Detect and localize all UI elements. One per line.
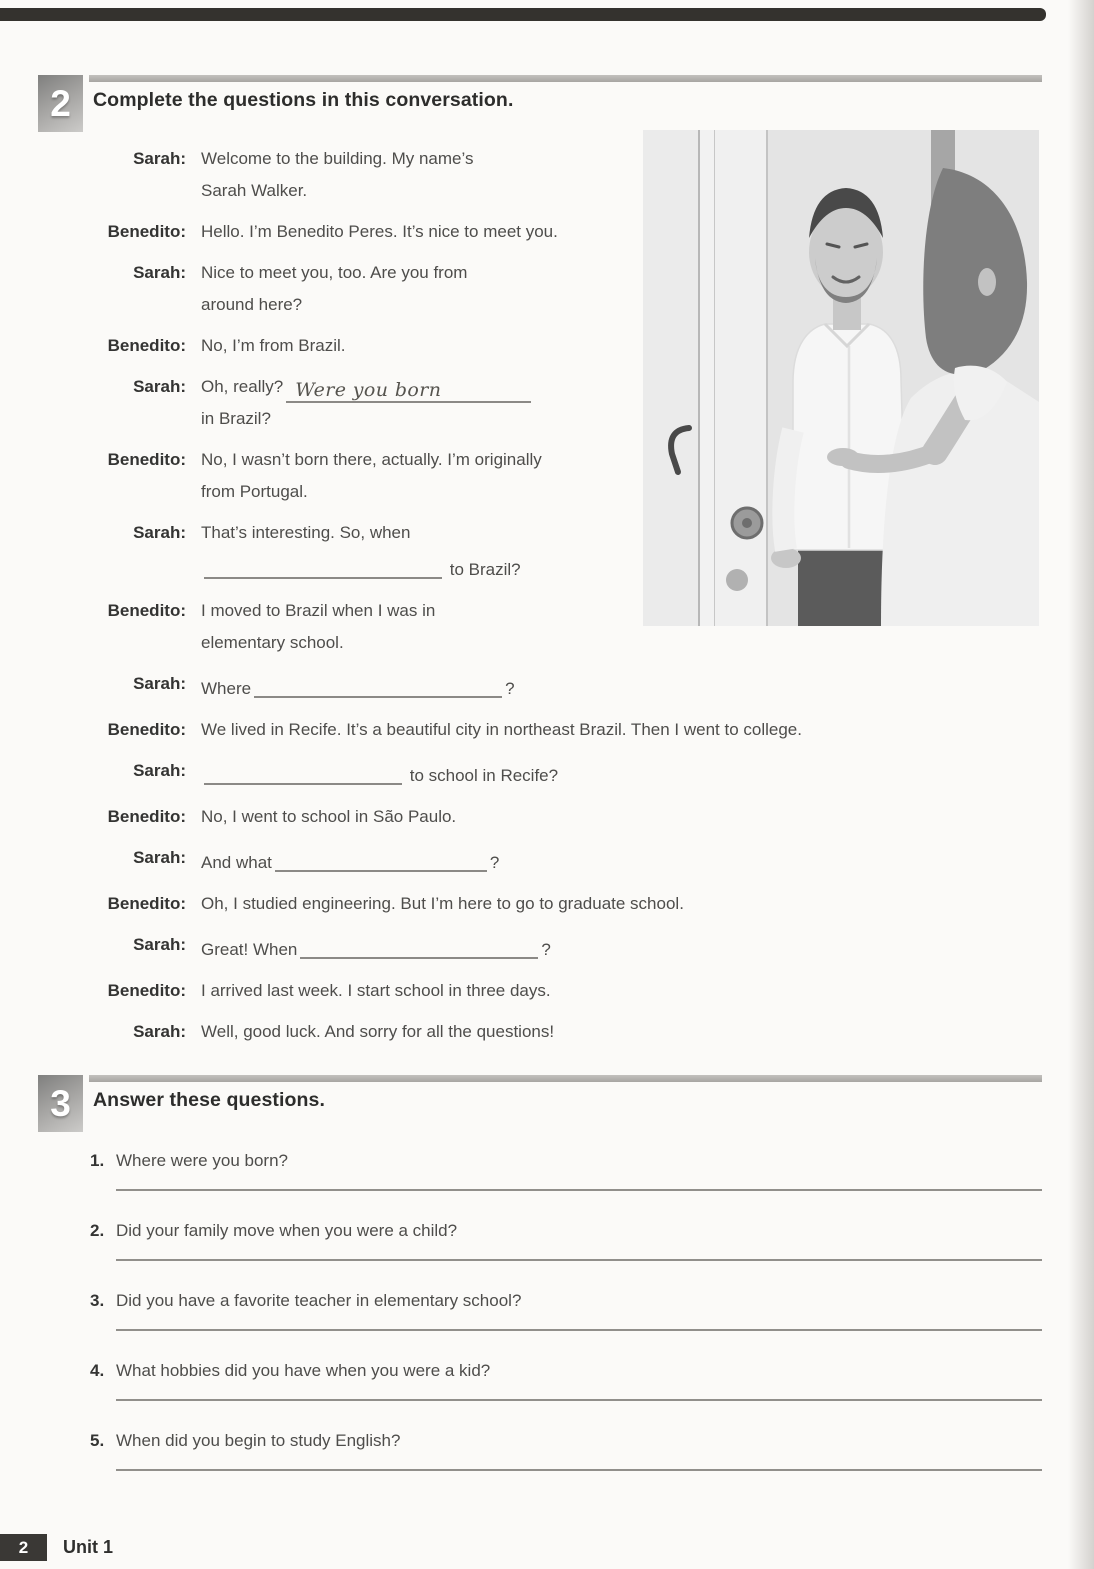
dialogue-line <box>201 929 1044 966</box>
dialogue-text: in Brazil? <box>201 409 271 428</box>
dialogue-text: around here? <box>201 295 303 314</box>
questions-list <box>90 1145 1044 1471</box>
conversation-photo <box>643 130 1039 626</box>
exercise-2-header <box>38 75 1044 133</box>
fill-in-blank[interactable] <box>254 672 502 698</box>
speaker-label: Benedito: <box>107 720 186 739</box>
dialogue-text: And what <box>201 853 272 872</box>
question-number: 3. <box>90 1291 105 1310</box>
question-text: Did you have a favorite teacher in elementary school? <box>116 1291 522 1310</box>
dialogue-text: That’s interesting. So, when <box>201 523 411 542</box>
dialogue-line <box>201 755 1044 792</box>
dialogue-text: Sarah Walker. <box>201 181 308 200</box>
dialogue-turn <box>38 668 1044 705</box>
question-row <box>90 1145 1044 1177</box>
question-text: When did you begin to study English? <box>116 1431 401 1450</box>
dialogue-line <box>201 1016 1044 1048</box>
speaker-label: Benedito: <box>107 222 186 241</box>
fill-in-blank[interactable] <box>286 377 531 403</box>
dialogue-text: Nice to meet you, too. Are you from <box>201 263 468 282</box>
speaker-label: Sarah: <box>133 523 186 542</box>
dialogue-text: Great! When <box>201 940 298 959</box>
question-number: 2. <box>90 1221 105 1240</box>
question-text: Where were you born? <box>116 1151 288 1170</box>
dialogue-line <box>201 801 1044 833</box>
dialogue-text: elementary school. <box>201 633 344 652</box>
question-row <box>90 1215 1044 1247</box>
speaker-label: Benedito: <box>107 981 186 1000</box>
dialogue-turn <box>38 842 1044 879</box>
dialogue-turn <box>38 929 1044 966</box>
question-text: What hobbies did you have when you were a kid? <box>116 1361 491 1380</box>
dialogue-text: Hello. I’m Benedito Peres. It’s nice to meet you. <box>201 222 558 241</box>
header-rule <box>89 75 1042 82</box>
dialogue-text: Welcome to the building. My name’s <box>201 149 474 168</box>
speaker-label: Benedito: <box>107 336 186 355</box>
dialogue-line <box>201 627 1044 659</box>
dialogue-line <box>201 842 1044 879</box>
dialogue-turn-lines <box>201 929 1044 966</box>
question-text: Did your family move when you were a child? <box>116 1221 458 1240</box>
question-row <box>90 1355 1044 1387</box>
question-row <box>90 1425 1044 1457</box>
question-item <box>90 1145 1044 1191</box>
dialogue-text: Oh, really? <box>201 377 284 396</box>
question-item <box>90 1355 1044 1401</box>
exercise-3-header <box>38 1075 1044 1133</box>
dialogue-turn-lines <box>201 714 1044 746</box>
speaker-label: Sarah: <box>133 848 186 867</box>
answer-line[interactable] <box>116 1259 1042 1261</box>
page-top-rule <box>0 8 1046 21</box>
dialogue-text: ? <box>505 679 515 698</box>
speaker-label: Sarah: <box>133 1022 186 1041</box>
answer-line[interactable] <box>116 1189 1042 1191</box>
speaker-label: Sarah: <box>133 674 186 693</box>
dialogue-text: Oh, I studied engineering. But I’m here to go to graduate school. <box>201 894 684 913</box>
dialogue-turn-lines <box>201 801 1044 833</box>
dialogue-turn-lines <box>201 888 1044 920</box>
dialogue-text: We lived in Recife. It’s a beautiful city in northeast Brazil. Then I went to college. <box>201 720 802 739</box>
speaker-label: Sarah: <box>133 761 186 780</box>
page-number-badge: 2 <box>0 1534 47 1561</box>
question-item <box>90 1425 1044 1471</box>
dialogue-text: No, I went to school in São Paulo. <box>201 807 457 826</box>
speaker-label: Sarah: <box>133 935 186 954</box>
dialogue-text: No, I wasn’t born there, actually. I’m originally <box>201 450 542 469</box>
speaker-label: Sarah: <box>133 149 186 168</box>
scan-edge-shading <box>1068 0 1094 1569</box>
answer-line[interactable] <box>116 1399 1042 1401</box>
dialogue-text: Where <box>201 679 252 698</box>
speaker-label: Benedito: <box>107 450 186 469</box>
dialogue-text: I moved to Brazil when I was in <box>201 601 436 620</box>
dialogue-text: from Portugal. <box>201 482 308 501</box>
dialogue-turn-lines <box>201 1016 1044 1048</box>
exercise-number-badge: 2 <box>38 75 83 132</box>
question-row <box>90 1285 1044 1317</box>
dialogue-line <box>201 668 1044 705</box>
question-number: 4. <box>90 1361 105 1380</box>
answer-line[interactable] <box>116 1329 1042 1331</box>
exercise-3-section <box>38 1075 1044 1495</box>
dialogue-text: ? <box>541 940 551 959</box>
speaker-label: Benedito: <box>107 601 186 620</box>
question-item <box>90 1215 1044 1261</box>
question-number: 1. <box>90 1151 105 1170</box>
speaker-label: Sarah: <box>133 263 186 282</box>
speaker-label: Benedito: <box>107 894 186 913</box>
dialogue-text: to school in Recife? <box>405 766 559 785</box>
dialogue-line <box>201 714 1044 746</box>
dialogue-turn <box>38 888 1044 920</box>
fill-in-blank[interactable] <box>300 933 538 959</box>
dialogue-turn-lines <box>201 975 1044 1007</box>
dialogue-turn-lines <box>201 842 1044 879</box>
unit-label: Unit 1 <box>63 1537 114 1557</box>
exercise-2-title: Complete the questions in this conversation. <box>93 89 514 111</box>
dialogue-turn <box>38 714 1044 746</box>
dialogue-turn-lines <box>201 668 1044 705</box>
header-rule <box>89 1075 1042 1082</box>
question-number: 5. <box>90 1431 105 1450</box>
dialogue-text: ? <box>489 853 500 872</box>
question-item <box>90 1285 1044 1331</box>
handwritten-answer: Were you born <box>295 379 442 401</box>
dialogue-turn <box>38 801 1044 833</box>
speaker-label: Benedito: <box>107 807 186 826</box>
fill-in-blank[interactable] <box>204 553 442 579</box>
dialogue-text: No, I’m from Brazil. <box>201 336 346 355</box>
dialogue-text: to Brazil? <box>445 560 521 579</box>
dialogue-line <box>201 888 1044 920</box>
dialogue-text: Well, good luck. And sorry for all the questions! <box>201 1022 555 1041</box>
footer <box>0 1534 113 1561</box>
speaker-label: Sarah: <box>133 377 186 396</box>
exercise-3-title: Answer these questions. <box>93 1089 326 1111</box>
dialogue-turn <box>38 755 1044 792</box>
dialogue-turn <box>38 975 1044 1007</box>
dialogue-line <box>201 975 1044 1007</box>
dialogue-text: I arrived last week. I start school in three days. <box>201 981 551 1000</box>
exercise-number-badge: 3 <box>38 1075 83 1132</box>
answer-line[interactable] <box>116 1469 1042 1471</box>
dialogue-turn-lines <box>201 755 1044 792</box>
dialogue-turn <box>38 1016 1044 1048</box>
fill-in-blank[interactable] <box>204 759 402 785</box>
fill-in-blank[interactable] <box>275 846 487 872</box>
